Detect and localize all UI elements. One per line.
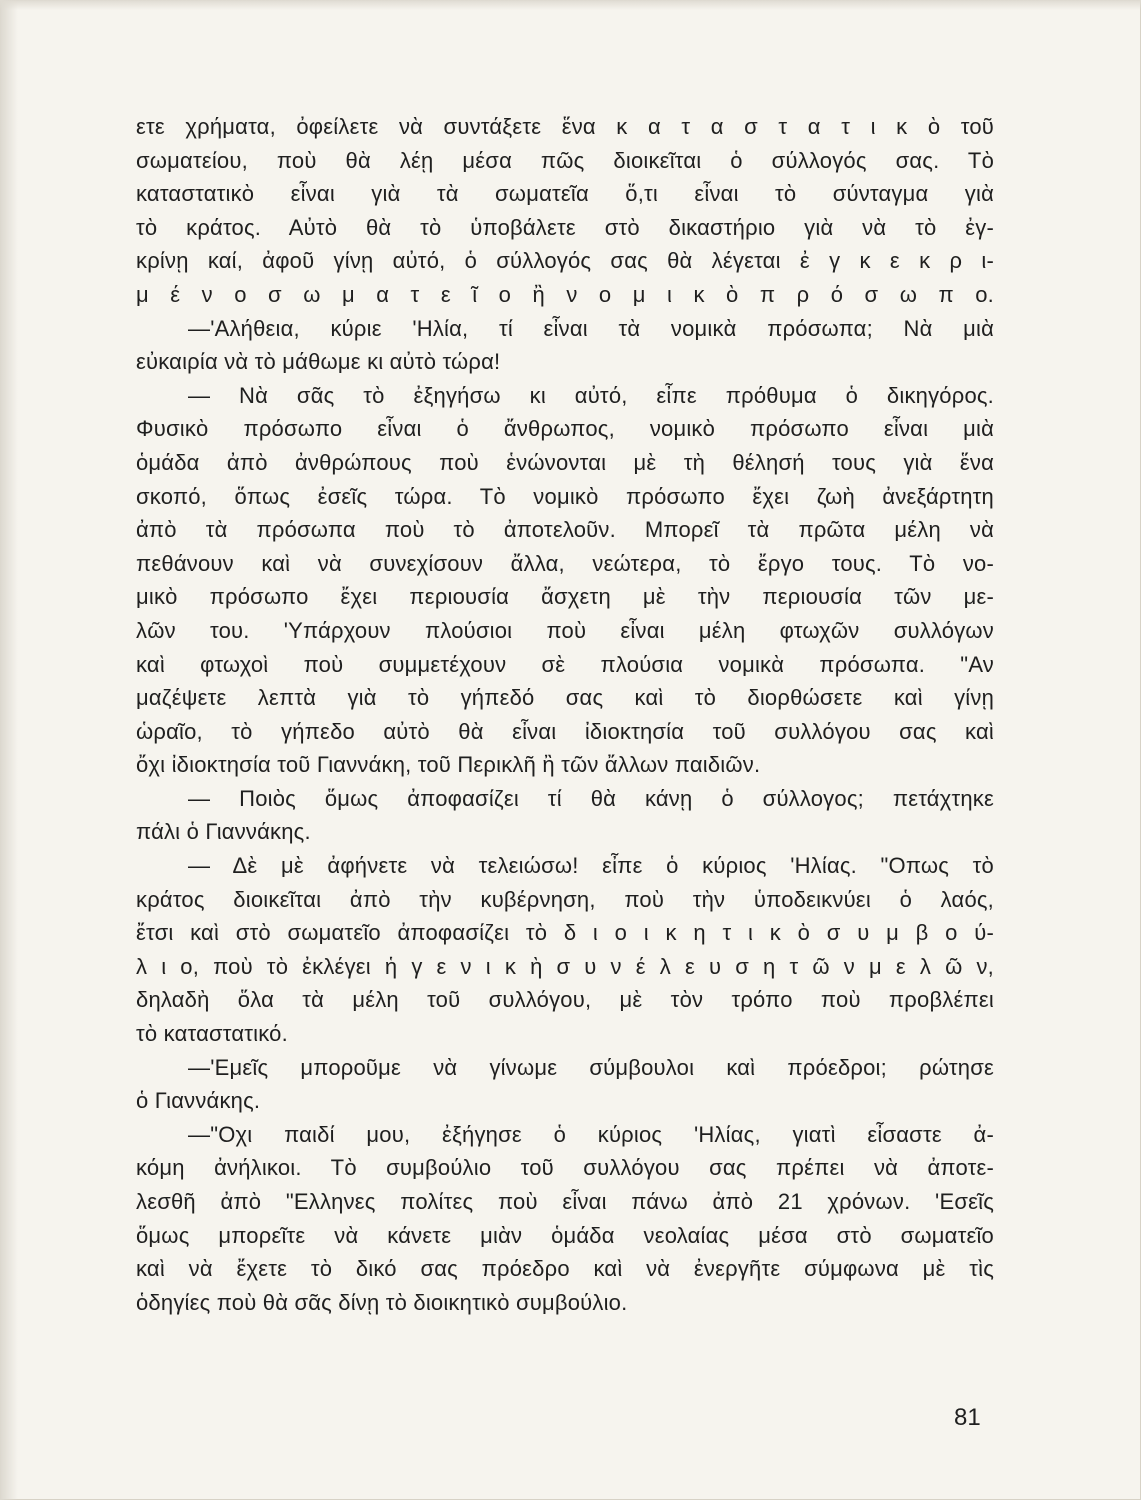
text-line: ὄχι ἰδιοκτησία τοῦ Γιαννάκη, τοῦ Περικλῆ ἢ τῶν ἄλλων παιδιῶν. (136, 752, 761, 778)
text-line: εὐκαιρία νὰ τὸ μάθωμε κι αὐτὸ τώρα! (136, 349, 501, 375)
text-line: ὁμάδα ἀπὸ ἀνθρώπους ποὺ ἑνώνονται μὲ τὴ θέλησή τους γιὰ ἕνα (136, 449, 994, 475)
text-line: καταστατικὸ εἶναι γιὰ τὰ σωματεῖα ὅ,τι εἶναι τὸ σύνταγμα γιὰ (136, 181, 994, 207)
text-line: ετε χρήματα, ὀφείλετε νὰ συντάξετε ἕνα κ α τ α σ τ α τ ι κ ὸ τοῦ (136, 114, 994, 139)
page-number: 81 (954, 1404, 981, 1431)
page-left-edge-shadow (0, 0, 18, 1500)
text-line: καὶ φτωχοὶ ποὺ συμμετέχουν σὲ πλούσια νομικὰ πρόσωπα. "Αν (136, 651, 994, 677)
text-line: λῶν του. 'Υπάρχουν πλούσιοι ποὺ εἶναι μέλη φτωχῶν συλλόγων (136, 617, 994, 643)
text-line: δηλαδὴ ὅλα τὰ μέλη τοῦ συλλόγου, μὲ τὸν τρόπο ποὺ προβλέπει (136, 987, 994, 1013)
text-line: ὁδηγίες ποὺ θὰ σᾶς δίνῃ τὸ διοικητικὸ συμβούλιο. (136, 1289, 628, 1315)
text-line: πεθάνουν καὶ νὰ συνεχίσουν ἄλλα, νεώτερα, τὸ ἔργο τους. Τὸ νο- (136, 550, 994, 576)
text-line: σκοπό, ὅπως ἐσεῖς τώρα. Τὸ νομικὸ πρόσωπο ἔχει ζωὴ ἀνεξάρτητη (136, 483, 994, 509)
text-line: ἔτσι καὶ στὸ σωματεῖο ἀποφασίζει τὸ δ ι ο ι κ η τ ι κ ὸ σ υ μ β ο ύ- (136, 920, 994, 946)
text-line: ὁ Γιαννάκης. (136, 1088, 261, 1114)
text-line: μαζέψετε λεπτὰ γιὰ τὸ γήπεδό σας καὶ τὸ διορθώσετε καὶ γίνῃ (136, 685, 994, 711)
text-line: —'Αλήθεια, κύριε 'Ηλία, τί εἶναι τὰ νομικὰ πρόσωπα; Νὰ μιὰ (188, 315, 994, 341)
text-line: καὶ νὰ ἔχετε τὸ δικό σας πρόεδρο καὶ νὰ ἐνεργῆτε σύμφωνα μὲ τὶς (136, 1256, 994, 1282)
text-line: —"Οχι παιδί μου, ἐξήγησε ὁ κύριος 'Ηλίας, γιατὶ εἶσαστε ἀ- (188, 1121, 994, 1147)
text-line: κόμη ἀνήλικοι. Τὸ συμβούλιο τοῦ συλλόγου σας πρέπει νὰ ἀποτε- (136, 1155, 994, 1181)
text-line: λ ι ο, ποὺ τὸ ἐκλέγει ἡ γ ε ν ι κ ὴ σ υ ν έ λ ε υ σ η τ ῶ ν μ ε λ ῶ ν, (136, 953, 994, 979)
text-line: —'Εμεῖς μποροῦμε νὰ γίνωμε σύμβουλοι καὶ πρόεδροι; ρώτησε (188, 1054, 994, 1080)
text-line: — Δὲ μὲ ἀφήνετε νὰ τελειώσω! εἶπε ὁ κύριος 'Ηλίας. "Οπως τὸ (188, 853, 994, 879)
text-line: πάλι ὁ Γιαννάκης. (136, 819, 311, 845)
text-line: μ έ ν ο σ ω μ α τ ε ῖ ο ἢ ν ο μ ι κ ὸ π ρ ό σ ω π ο. (136, 281, 994, 307)
text-line: λεσθῆ ἀπὸ "Ελληνες πολίτες ποὺ εἶναι πάνω ἀπὸ 21 χρόνων. 'Εσεῖς (136, 1189, 994, 1214)
text-line: Φυσικὸ πρόσωπο εἶναι ὁ ἄνθρωπος, νομικὸ πρόσωπο εἶναι μιὰ (136, 416, 994, 442)
text-line: μικὸ πρόσωπο ἔχει περιουσία ἄσχετη μὲ τὴν περιουσία τῶν με- (136, 584, 994, 610)
text-line: ἀπὸ τὰ πρόσωπα ποὺ τὸ ἀποτελοῦν. Μπορεῖ τὰ πρῶτα μέλη νὰ (136, 517, 994, 543)
text-line: — Νὰ σᾶς τὸ ἐξηγήσω κι αὐτό, εἶπε πρόθυμα ὁ δικηγόρος. (188, 382, 994, 408)
text-line: κρίνῃ καί, ἀφοῦ γίνῃ αὐτό, ὁ σύλλογός σας θὰ λέγεται ἐ γ κ ε κ ρ ι- (136, 248, 994, 274)
body-text (136, 110, 994, 1319)
text-line: τὸ καταστατικό. (136, 1021, 288, 1047)
page-top-edge-shadow (0, 0, 1141, 10)
text-line: ὅμως μπορεῖτε νὰ κάνετε μιὰν ὁμάδα νεολαίας μέσα στὸ σωματεῖο (136, 1222, 994, 1248)
text-line: κράτος διοικεῖται ἀπὸ τὴν κυβέρνηση, ποὺ τὴν ὑποδεικνύει ὁ λαός, (136, 886, 994, 912)
text-line: ὡραῖο, τὸ γήπεδο αὐτὸ θὰ εἶναι ἰδιοκτησία τοῦ συλλόγου σας καὶ (136, 718, 994, 744)
text-line: τὸ κράτος. Αὐτὸ θὰ τὸ ὑποβάλετε στὸ δικαστήριο γιὰ νὰ τὸ ἐγ- (136, 214, 994, 240)
text-line: — Ποιὸς ὅμως ἀποφασίζει τί θὰ κάνῃ ὁ σύλλογος; πετάχτηκε (188, 785, 994, 811)
text-line: σωματείου, ποὺ θὰ λέῃ μέσα πῶς διοικεῖται ὁ σύλλογός σας. Τὸ (136, 147, 994, 173)
